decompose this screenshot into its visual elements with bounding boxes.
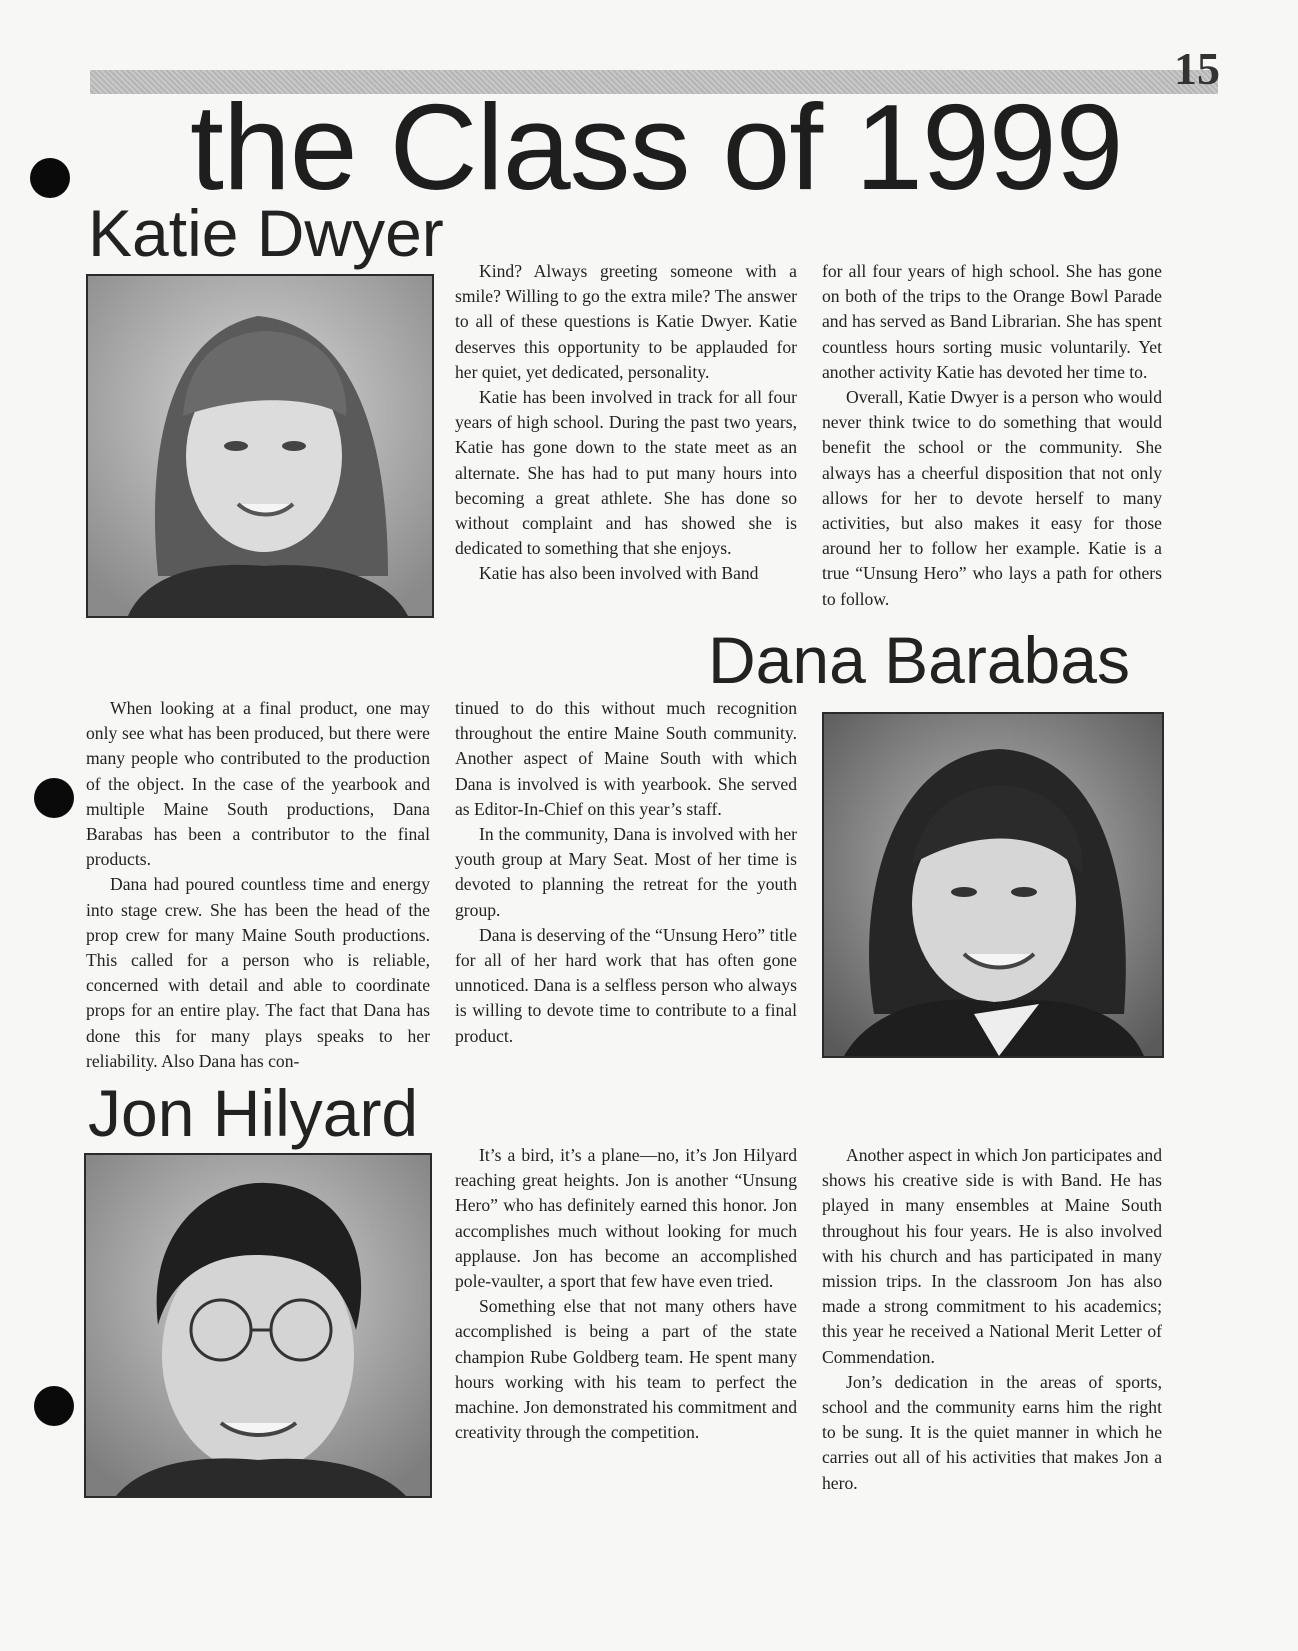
portrait-photo bbox=[84, 1153, 432, 1498]
profile-name: Katie Dwyer bbox=[88, 196, 444, 270]
portrait-photo bbox=[822, 712, 1164, 1058]
portrait-photo bbox=[86, 274, 434, 618]
paragraph: Katie has been involved in track for all four years of high school. During the past two years, Katie has gone down to the state meet as an alternate. She has had to put many hours into becoming a great athlete. She has done so without complaint and has showed she is dedicated to something that she enjoys. bbox=[455, 387, 797, 559]
paragraph: When looking at a final product, one may only see what has been produced, but there were many people who contributed to the production of the object. In the case of the yearbook and multiple Maine South productions, Dana Barabas has been a contributor to the final products. bbox=[86, 698, 430, 870]
paragraph: It’s a bird, it’s a plane—no, it’s Jon Hilyard reaching great heights. Jon is another “Unsung Hero” who has definitely earned this honor. Jon accomplishes much without looking for much applause. Jon has become an accomplished pole-vaulter, a sport that few have even tried. bbox=[455, 1145, 797, 1292]
page-number: 15 bbox=[1174, 43, 1220, 94]
paragraph: Dana had poured countless time and energy into stage crew. She has been the head of the prop crew for many Maine South productions. This called for a person who is reliable, concerned with detail and able to coordinate props for an entire play. The fact that Dana has done this for many plays speaks to her reliability. Also Dana has con- bbox=[86, 874, 430, 1071]
article-column bbox=[455, 1143, 797, 1445]
paragraph: Another aspect in which Jon participates and shows his creative side is with Band. He has played in many ensembles at Maine South throughout his four years. He is also involved with his church and has participated in many mission trips. In the classroom Jon has also made a strong commitment to his academics; this year he received a National Merit Letter of Commendation. bbox=[822, 1145, 1162, 1367]
binder-hole bbox=[30, 158, 70, 198]
profile-name: Dana Barabas bbox=[708, 623, 1130, 697]
paragraph: Katie has also been involved with Band bbox=[479, 563, 759, 584]
page-title: the Class of 1999 bbox=[190, 79, 1123, 215]
paragraph: Overall, Katie Dwyer is a person who would never think twice to do something that would benefit the school or the community. She always has a cheerful disposition that not only allows for her to devote herself to many activities, but also makes it easy for those around her to follow her example. Katie is a true “Unsung Hero” who lays a path for others to follow. bbox=[822, 387, 1162, 609]
binder-hole bbox=[34, 778, 74, 818]
article-column bbox=[86, 696, 430, 1074]
article-column bbox=[455, 259, 797, 587]
paragraph: In the community, Dana is involved with her youth group at Mary Seat. Most of her time is devoted to planning the retreat for the youth group. bbox=[455, 824, 797, 920]
article-column bbox=[822, 1143, 1162, 1496]
article-column bbox=[822, 259, 1162, 612]
article-column bbox=[455, 696, 797, 1049]
paragraph: Kind? Always greeting someone with a smile? Willing to go the extra mile? The answer to all of these questions is Katie Dwyer. Katie deserves this opportunity to be applauded for her quiet, yet dedicated, personality. bbox=[455, 261, 797, 382]
paragraph: tinued to do this without much recognition throughout the entire Maine South community. Another aspect of Maine South with which Dana is involved is with yearbook. She served as Editor-In-Chief on this year’s staff. bbox=[455, 698, 797, 819]
paragraph: Jon’s dedication in the areas of sports, school and the community earns him the right to be sung. It is the quiet manner in which he carries out all of his activities that makes Jon a hero. bbox=[822, 1371, 1162, 1493]
paragraph: Something else that not many others have accomplished is being a part of the state champion Rube Goldberg team. He spent many hours working with his team to perfect the machine. Jon demonstrated his commitment and creativity through the competition. bbox=[455, 1296, 797, 1443]
paragraph: for all four years of high school. She has gone on both of the trips to the Orange Bowl Parade and has served as Band Librarian. She has spent countless hours sorting music voluntarily. Yet another activity Katie has devoted her time to. bbox=[822, 261, 1162, 382]
paragraph: Dana is deserving of the “Unsung Hero” title for all of her hard work that has often gone unnoticed. Dana is a selfless person who always is willing to devote time to contribute to a final product. bbox=[455, 924, 797, 1046]
profile-name: Jon Hilyard bbox=[88, 1076, 419, 1150]
binder-hole bbox=[34, 1386, 74, 1426]
